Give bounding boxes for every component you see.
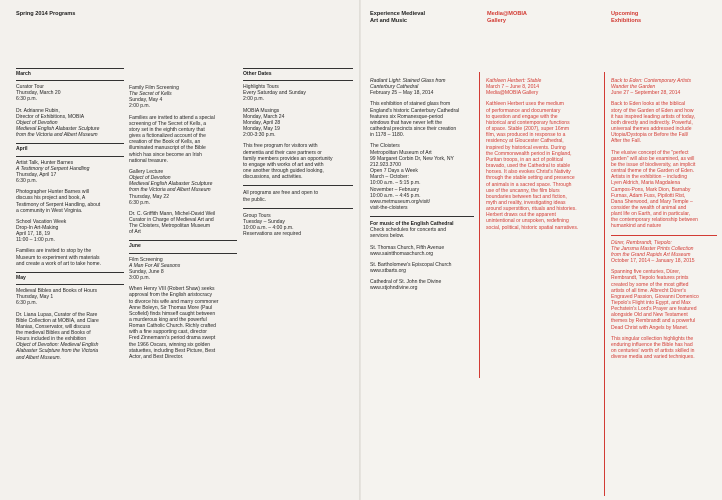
text-line: October 17, 2014 – January 18, 2015: [611, 258, 695, 265]
text-block: [16, 189, 124, 214]
text-line: Group Tours: [243, 212, 271, 219]
text-line: The Cloisters, Metropolitan Museum: [129, 223, 211, 230]
text-line: Kathleen Herbert: Stable: [486, 78, 542, 84]
text-block: [611, 336, 717, 361]
text-line: March – October:: [370, 174, 409, 181]
text-line: Artists in the exhibition – including: [611, 174, 688, 181]
text-line: Dead Christ with Angels by Manet.: [611, 324, 689, 331]
text-block: [486, 78, 598, 96]
text-line: social, political, historic spatial narratives.: [486, 224, 579, 231]
text-line: gives a fictionalized account of the: [129, 133, 206, 140]
text-line: and create a work of art to take home.: [16, 260, 102, 267]
text-line: After the Fall.: [611, 138, 642, 145]
text-line: Pechstein's Lord's Prayer are featured: [611, 306, 697, 313]
red-divider-line: [479, 72, 480, 378]
text-line: around superstition, rituals and histories.: [486, 206, 577, 213]
text-line: Herbert draws out the apparent: [486, 212, 556, 219]
section-rule: [16, 284, 124, 285]
text-line: illuminated manuscript of the Bible: [129, 145, 206, 152]
text-line: The Cloisters: [370, 143, 400, 150]
text-line: approval from the English aristocracy: [129, 292, 213, 299]
text-line: Medieval Bibles and Books of Hours: [16, 288, 98, 295]
divider-rule: [370, 216, 474, 217]
text-line: story of the Garden of Eden and how: [611, 107, 694, 114]
text-line: www.stbarts.org: [370, 268, 406, 275]
text-line: 6:30 p.m.: [16, 300, 38, 307]
text-line: both directly and indirectly. Powerful,: [611, 119, 693, 126]
text-line: Rembrandt, Tiepolo features prints: [611, 275, 689, 282]
text-line: a murderous king and the powerful: [129, 317, 207, 323]
text-line: from the Victoria and Albert Museum: [129, 187, 211, 194]
text-line: Object of Devotion: [16, 119, 58, 126]
text-line: unintentional or unspoken, redefining: [486, 218, 569, 225]
text-line: the 1966 Oscars, winning six golden: [129, 341, 211, 348]
text-line: Canterbury Cathedral: [370, 84, 419, 91]
header-media-gallery: [487, 11, 527, 25]
column-media-gallery: [486, 78, 598, 236]
text-block: [611, 101, 717, 144]
section-heading: June: [129, 243, 141, 250]
text-block: [243, 108, 353, 139]
section-rule: [16, 80, 124, 81]
text-block: [243, 84, 353, 102]
text-block: [16, 84, 124, 102]
text-block: [370, 101, 474, 138]
divider-rule: [243, 208, 353, 209]
divider-rule: [243, 185, 353, 186]
section-heading: Other Dates: [243, 71, 272, 77]
text-line: Film Screening: [129, 256, 163, 263]
text-block: [611, 240, 717, 265]
text-line: Families are invited to stop by the: [16, 248, 92, 255]
text-line: garden" will also be examined, as will: [611, 155, 695, 162]
text-line: of Art: [129, 229, 141, 236]
text-line: visit-the-cloisters: [370, 204, 408, 211]
text-block: [370, 143, 474, 211]
text-line: St. Bartholomew's Episcopal Church: [370, 261, 452, 268]
text-line: Thursday, May 1: [16, 294, 54, 301]
text-line: Manias, Conservator, will discuss: [16, 323, 91, 330]
text-line: consider the wealth of animal and: [611, 204, 687, 211]
text-block: [16, 288, 124, 306]
column-march-may: [16, 68, 124, 366]
text-line: 11:00 – 1:00 p.m.: [16, 237, 55, 244]
text-line: Media@MOBIA Gallery: [486, 90, 539, 97]
text-line: use of the uncanny, the film blurs: [486, 187, 560, 194]
text-line: www.metmuseum.org/visit/: [370, 198, 431, 205]
text-line: boundaries between fact and fiction,: [486, 193, 567, 200]
text-line: A Man For All Seasons: [129, 262, 181, 269]
text-block: [370, 78, 474, 96]
text-line: Cathedral of St. John the Divine: [370, 279, 442, 286]
text-line: Engraved Passion, Giovanni Domenico: [611, 293, 699, 300]
text-line: story set in the eighth century that: [129, 126, 205, 133]
text-line: Tuesday – Sunday: [243, 218, 285, 225]
text-line: creation of the Book of Kells, an: [129, 139, 201, 146]
text-line: Roman Catholic Church. Richly crafted: [129, 323, 216, 330]
text-line: 6:30 p.m.: [16, 96, 38, 103]
text-line: central theme of the Garden of Eden.: [611, 168, 695, 175]
text-line: Bible Collection at MOBIA, and Clare: [16, 317, 99, 324]
text-line: from the Victoria and Albert Museum: [16, 132, 98, 139]
text-block: [370, 279, 474, 291]
text-line: film, was produced in response to a: [486, 132, 566, 139]
text-line: Dr. Liana Lupas, Curator of the Rare: [16, 311, 98, 318]
text-line: of space. Stable (2007), super 16mm: [486, 126, 570, 133]
text-line: dementia and their care partners or: [243, 149, 322, 156]
text-line: Kathleen Herbert uses the medium: [486, 101, 564, 108]
text-line: horses. It also evokes Christ's Nativity: [486, 169, 571, 176]
text-line: the Commonwealth period in England,: [486, 150, 572, 157]
section-rule: [16, 156, 124, 157]
text-line: Dr. C. Griffith Mann, Michel-David Weil: [129, 210, 216, 217]
section-rule: [129, 253, 237, 254]
header-line: Exhibitions: [611, 18, 642, 24]
text-line: inspired by historical events. During: [486, 144, 566, 151]
text-line: www.saintthomaschurch.org: [370, 250, 434, 257]
text-block: [611, 78, 717, 96]
text-block: [370, 245, 474, 257]
page-header: Spring 2014 Programs: [16, 11, 76, 17]
text-line: Gallery Lecture: [129, 168, 164, 175]
text-block: [611, 150, 717, 230]
text-line: Monday, May 19: [243, 126, 280, 133]
text-block: [16, 160, 124, 185]
text-block: [129, 211, 237, 236]
header-line: Gallery: [487, 18, 506, 24]
text-line: February 25 – May 18, 2014: [370, 90, 434, 97]
text-line: historical and contemporary functions: [486, 119, 570, 126]
text-line: Back to Eden: Contemporary Artists: [611, 78, 692, 84]
text-line: Curator Tour: [16, 84, 44, 91]
text-block: [129, 169, 237, 206]
text-line: November – February: [370, 186, 420, 193]
text-line: discussions, and activities.: [243, 174, 303, 181]
text-line: Object of Devotion: Medieval English: [16, 342, 99, 349]
text-line: with a fine supporting cast, director: [129, 329, 207, 336]
header-line: Experience Medieval: [370, 11, 426, 17]
text-line: Puritan troops, in an act of political: [486, 156, 564, 163]
text-line: A Testimony of Serpent Handling: [16, 165, 90, 172]
text-line: of performance and documentary: [486, 107, 561, 114]
text-block: [16, 312, 124, 361]
text-line: humankind and nature: [611, 223, 662, 230]
text-block: [16, 108, 124, 139]
text-line: Dr. Adrianne Rubin,: [16, 107, 60, 114]
text-line: This exhibition of stained glass from: [370, 101, 451, 108]
text-line: June 27 – September 28, 2014: [611, 90, 681, 97]
text-line: Dürer, Rembrandt, Tiepolo:: [611, 239, 672, 246]
text-line: discuss his project and book, A: [16, 195, 86, 202]
text-line: 2:00 p.m.: [243, 96, 265, 103]
text-line: Every Saturday and Sunday: [243, 90, 306, 97]
section-heading: May: [16, 274, 26, 281]
text-line: created by some of the most gifted: [611, 281, 689, 288]
text-line: Artist Talk, Hunter Barnes: [16, 159, 74, 166]
text-line: 2:00-3:30 p.m.: [243, 132, 276, 139]
red-divider-line: [604, 72, 605, 496]
text-line: alongside Old and New Testament: [611, 312, 688, 319]
text-block: [243, 213, 353, 238]
text-line: March 7 – June 8, 2014: [486, 84, 540, 91]
text-line: statuettes, including Best Picture, Best: [129, 347, 216, 354]
text-line: to divorce his wife and marry commoner: [129, 298, 219, 305]
header-line: Upcoming: [611, 11, 639, 17]
text-line: Wander the Garden: [611, 84, 656, 91]
text-line: features six Romanesque-period: [370, 113, 443, 120]
section-heading: March: [16, 71, 31, 77]
text-line: Director of Exhibitions, MOBIA: [16, 113, 85, 120]
text-line: on centuries' worth of artists skilled in: [611, 348, 695, 355]
text-line: Back to Eden looks at the biblical: [611, 101, 686, 108]
text-line: one another through guided looking,: [243, 168, 324, 175]
text-line: of animals in a sacred space. Through: [486, 181, 572, 188]
text-line: Monday, April 28: [243, 119, 281, 126]
text-line: family members provides an opportunity: [243, 155, 333, 162]
text-line: the medieval Bibles and Books of: [16, 330, 91, 336]
text-line: residency at Gloucester Cathedral,: [486, 138, 564, 145]
text-line: Dana Sherwood, and Mary Temple –: [611, 198, 693, 205]
text-line: The Secret of Kells: [129, 91, 172, 98]
text-line: Open 7 Days a Week: [370, 168, 418, 175]
text-line: Museum to experiment with materials: [16, 254, 100, 261]
text-line: a community in West Virginia.: [16, 207, 83, 214]
text-line: Medieval English Alabaster Sculpture: [129, 181, 213, 188]
text-line: Family Film Screening: [129, 85, 179, 91]
text-line: screening of The Secret of Kells, a: [129, 120, 207, 127]
text-block: [16, 248, 124, 266]
text-line: Alabaster Sculpture from the Victoria: [16, 348, 99, 355]
text-line: When Henry VIII (Robert Shaw) seeks: [129, 286, 215, 293]
text-line: Families are invited to attend a special: [129, 114, 215, 121]
text-line: 2:00 p.m.: [129, 103, 151, 110]
text-line: Thursday, May 22: [129, 193, 170, 200]
text-block: [370, 262, 474, 274]
text-line: from the Grand Rapids Art Museum: [611, 251, 691, 258]
text-line: Drop-In Art-Making: [16, 224, 59, 231]
text-line: Actor, and Best Director.: [129, 353, 184, 360]
text-block: [16, 219, 124, 244]
text-line: Reservations are required: [243, 231, 302, 238]
text-line: diverse media and varied techniques.: [611, 354, 695, 361]
text-line: themes by Rembrandt and a powerful: [611, 318, 696, 325]
text-line: The Jansma Master Prints Collection: [611, 245, 694, 252]
text-line: Medieval English Alabaster Sculpture: [16, 126, 100, 133]
text-line: Photographer Hunter Barnes will: [16, 189, 89, 196]
text-block: [611, 269, 717, 331]
text-block: [129, 115, 237, 164]
section-rule: [243, 80, 353, 81]
text-line: Spanning five centuries, Dürer,: [611, 269, 681, 276]
text-block: [129, 286, 237, 360]
text-line: Lyen Aldrich, Maria Magdalena: [611, 180, 681, 187]
text-line: Furnas, Adam Fuss, Pipilotti Rist,: [611, 192, 686, 199]
text-line: Object of Devotion: [129, 175, 171, 182]
text-line: to question and engage with the: [486, 113, 558, 120]
text-line: Anne Boleyn, Sir Thomas More (Paul: [129, 304, 213, 311]
text-line: Hours included in the exhibition: [16, 336, 87, 343]
text-block: [129, 257, 237, 282]
text-line: in 1178 – 1180.: [370, 132, 405, 139]
text-line: MOBIA Musings: [243, 107, 280, 114]
text-line: 10:00 a.m. – 5:15 p.m.: [370, 180, 421, 187]
text-line: www.stjohndivine.org: [370, 285, 418, 292]
text-line: national treasure.: [129, 157, 168, 164]
text-line: services below.: [370, 233, 405, 240]
text-line: 10:00 a.m. – 4:00 p.m.: [243, 224, 294, 231]
text-line: the contemporary relationship between: [611, 217, 698, 224]
text-line: through the stable setting and presence: [486, 175, 575, 182]
text-line: Fred Zinnemann's period drama swept: [129, 335, 216, 342]
text-line: Sunday, June 8: [129, 268, 164, 275]
text-line: This singular collection highlights the: [611, 335, 694, 342]
header-experience-medieval: [370, 11, 425, 25]
text-line: 212.923.3700: [370, 161, 401, 168]
text-line: Tiepolo's Flight into Egypt, and Max: [611, 300, 691, 306]
text-line: 3:00 p.m.: [129, 275, 151, 282]
text-line: All programs are free and open to: [243, 190, 319, 197]
text-line: cathedral precincts since their creation: [370, 126, 457, 133]
text-line: Campos-Pons, Mark Dion, Barnaby: [611, 186, 691, 193]
text-line: 99 Margaret Corbin Dr, New York, NY: [370, 155, 454, 162]
text-block: [243, 190, 353, 202]
header-upcoming-exhibitions: [611, 11, 641, 25]
divider-rule: [611, 235, 717, 236]
text-line: 6:30 p.m.: [16, 178, 38, 185]
text-line: Radiant Light: Stained Glass from: [370, 78, 446, 84]
text-line: 6:30 p.m.: [129, 199, 151, 206]
text-line: artists of all time. Albrecht Dürer's: [611, 287, 687, 294]
text-line: April 17, 18, 19: [16, 231, 50, 238]
column-other-dates: [243, 68, 353, 242]
text-line: and Albert Museum.: [16, 354, 61, 361]
text-line: Thursday, March 20: [16, 90, 61, 97]
text-line: bravado, used the Cathedral to stable: [486, 163, 571, 170]
header-line: Media@MOBIA: [487, 11, 527, 17]
text-line: The elusive concept of the "perfect: [611, 149, 689, 156]
text-block: [129, 85, 237, 110]
text-line: Scofield) finds himself caught between: [129, 310, 216, 317]
text-line: universal themes addressed include: [611, 126, 692, 133]
text-line: Highlights Tours: [243, 84, 279, 91]
header-line: Art and Music: [370, 18, 407, 24]
text-line: plant life on Earth, and in particular,: [611, 211, 691, 218]
text-line: St. Thomas Church, Fifth Avenue: [370, 244, 445, 251]
text-block: [370, 221, 474, 239]
text-line: be the issue of biodiversity, an implicit: [611, 161, 696, 168]
text-block: [486, 101, 598, 230]
text-line: For music of the English Cathedral: [370, 221, 454, 228]
text-line: School Vacation Week: [16, 218, 67, 225]
text-line: Monday, March 24: [243, 113, 285, 120]
text-line: which has since become an Irish: [129, 151, 202, 158]
column-may-june: [129, 85, 237, 365]
text-line: myth and reality, investigating ideas: [486, 199, 566, 206]
text-line: Sunday, May 4: [129, 97, 163, 104]
text-line: England's historic Canterbury Cathedral: [370, 107, 460, 114]
text-line: Testimony of Serpent Handling, about: [16, 201, 101, 208]
text-line: enduring influence the Bible has had: [611, 341, 693, 348]
text-line: the public.: [243, 196, 267, 203]
text-line: Thursday, April 17: [16, 171, 57, 178]
text-block: [243, 143, 353, 180]
text-line: it has inspired leading artists of today,: [611, 113, 696, 120]
text-line: Check schedules for concerts and: [370, 227, 447, 234]
text-line: windows that have never left the: [370, 119, 443, 126]
section-heading: April: [16, 146, 28, 153]
text-line: This free program for visitors with: [243, 143, 318, 150]
right-page: [361, 0, 722, 500]
column-upcoming: [611, 78, 717, 365]
text-line: 10:00 a.m. – 4:45 p.m.: [370, 192, 421, 199]
text-line: Metropolitan Museum of Art: [370, 149, 432, 156]
text-line: to engage with works of art and with: [243, 161, 324, 168]
column-medieval-art: [370, 78, 474, 297]
text-line: Utopia/Dystopia or Before the Fall/: [611, 132, 689, 139]
text-line: Curator in Charge of Medieval Art and: [129, 216, 214, 223]
